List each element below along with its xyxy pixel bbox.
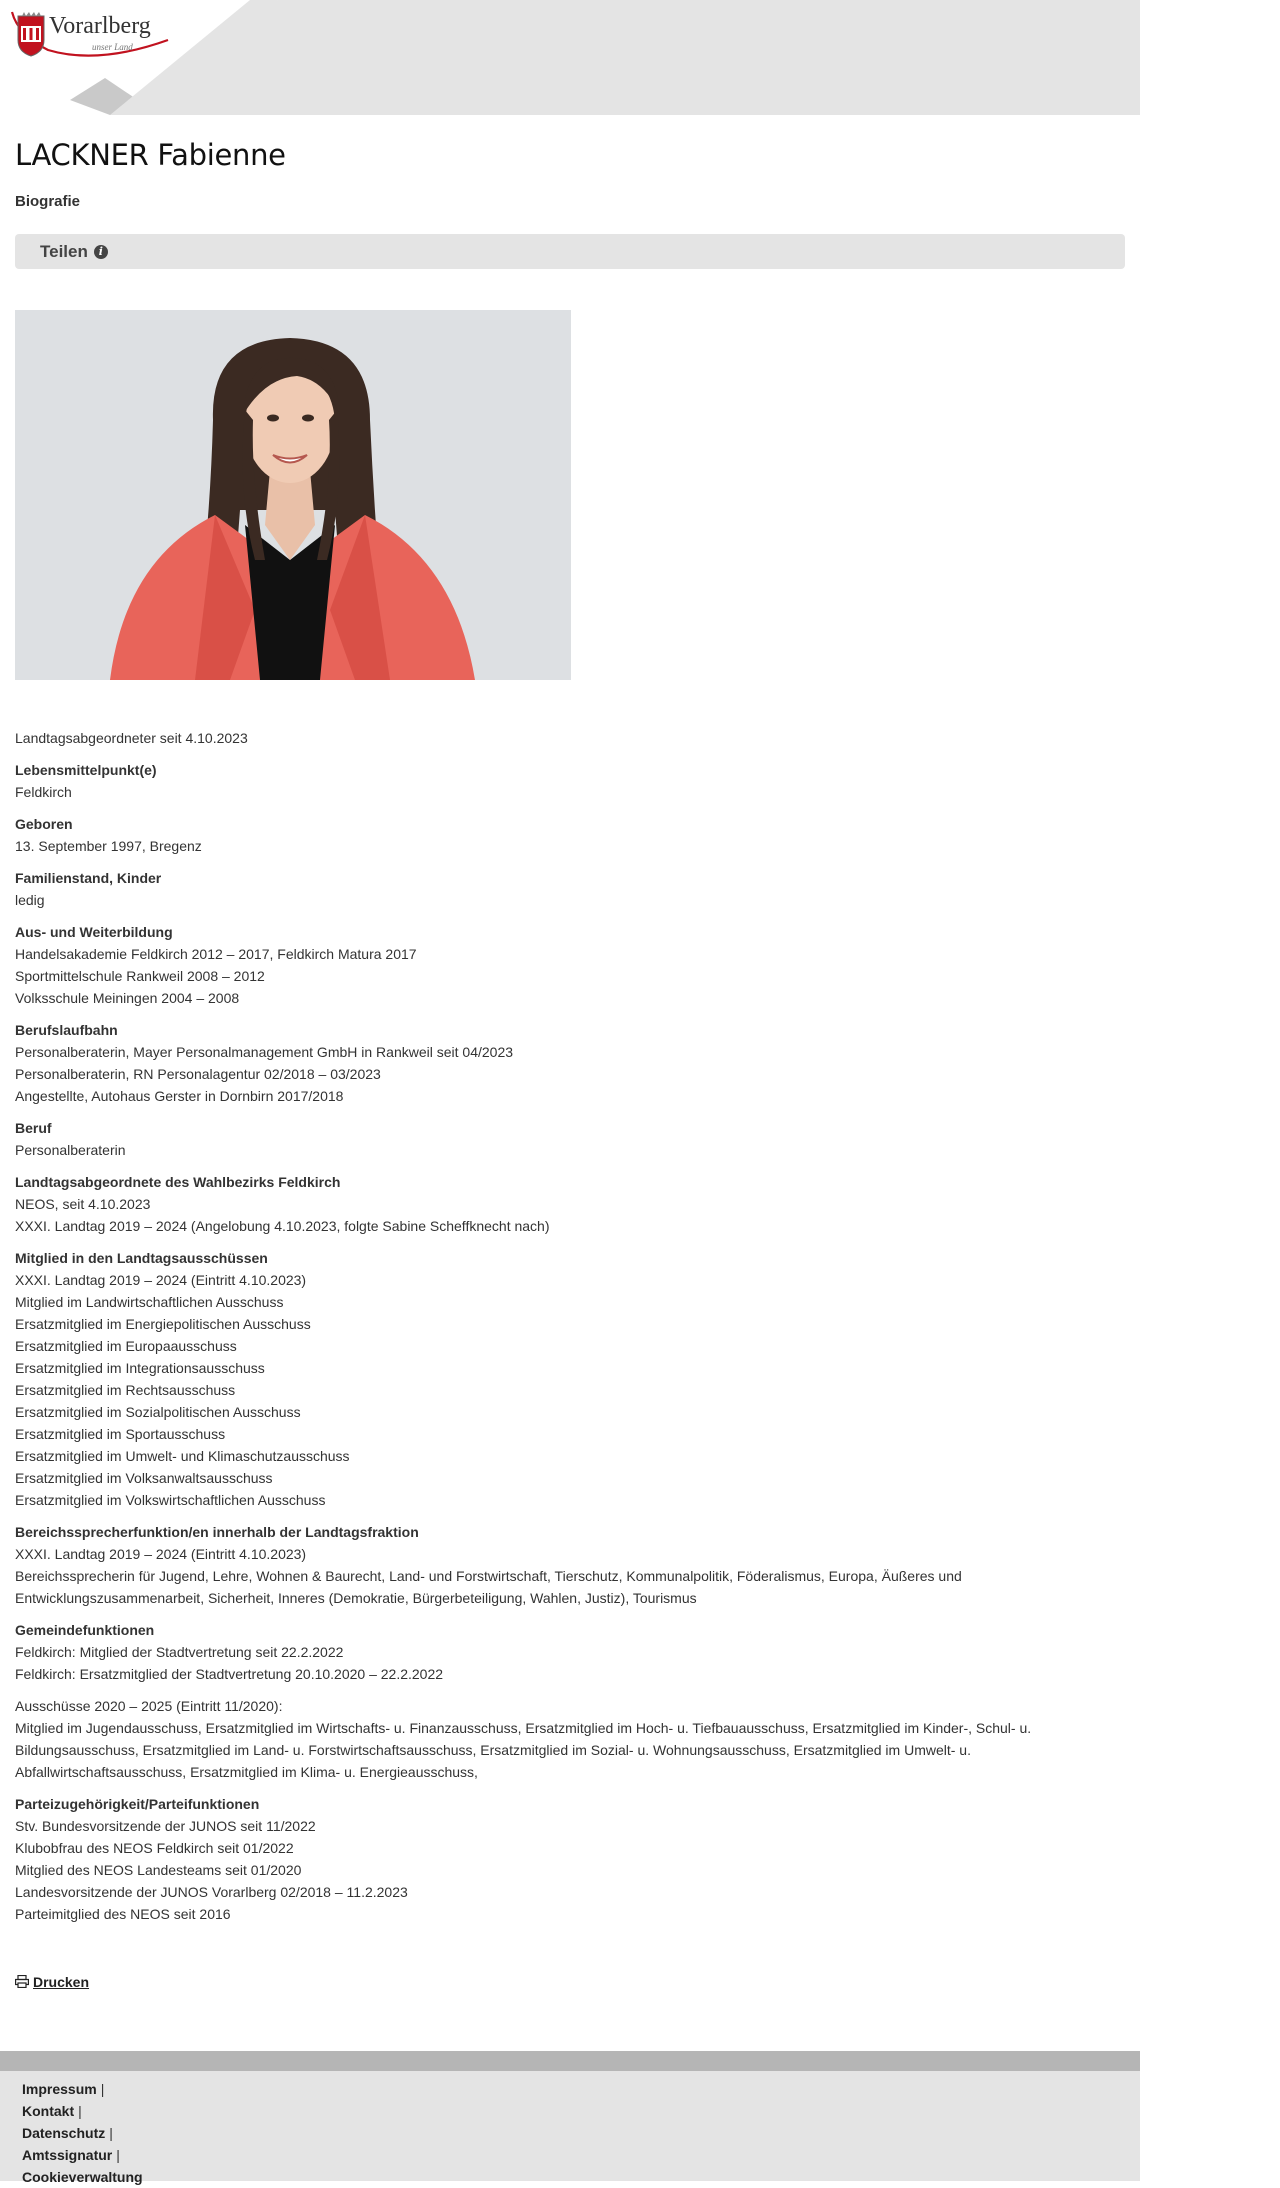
footer-separator: | xyxy=(78,2103,82,2119)
bio-section xyxy=(15,1019,1125,1107)
bio-section-line: Ausschüsse 2020 – 2025 (Eintritt 11/2020): xyxy=(15,1698,283,1714)
bio-intro: Landtagsabgeordneter seit 4.10.2023 xyxy=(15,730,248,746)
bio-section-line: Handelsakademie Feldkirch 2012 – 2017, Feldkirch Matura 2017 xyxy=(15,946,417,962)
bio-section-line: Bereichssprecherin für Jugend, Lehre, Wohnen & Baurecht, Land- und Forstwirtschaft, Tierschutz, Kommunalpolitik, Föderalismus, Europa, Äußeres und Entwicklungszusammenarbeit, Sicherheit, Inneres (Demokratie, Bürgerbeteiligung, Wahlen, Justiz), Tourismus xyxy=(15,1568,962,1606)
bio-section xyxy=(15,759,1125,803)
page-subtitle: Biografie xyxy=(15,193,81,210)
footer-bar xyxy=(0,2051,1140,2071)
bio-section xyxy=(15,1117,1125,1161)
info-circle-icon[interactable]: i xyxy=(94,245,108,259)
bio-section-line: Personalberaterin, Mayer Personalmanagement GmbH in Rankweil seit 04/2023 xyxy=(15,1044,514,1060)
print-label[interactable]: Drucken xyxy=(33,1974,90,1990)
bio-section xyxy=(15,1793,1125,1925)
bio-section-label: Landtagsabgeordnete des Wahlbezirks Feldkirch xyxy=(15,1174,341,1190)
bio-section-line: Parteimitglied des NEOS seit 2016 xyxy=(15,1906,231,1922)
portrait-photo xyxy=(15,310,571,680)
bio-sections xyxy=(15,759,1125,1925)
bio-section-line: Ersatzmitglied im Volkswirtschaftlichen Ausschuss xyxy=(15,1492,326,1508)
bio-section-line: Ersatzmitglied im Energiepolitischen Ausschuss xyxy=(15,1316,311,1332)
bio-section-line: Personalberaterin, RN Personalagentur 02/2018 – 03/2023 xyxy=(15,1066,381,1082)
bio-section xyxy=(15,1171,1125,1237)
bio-section-label: Parteizugehörigkeit/Parteifunktionen xyxy=(15,1796,260,1812)
bio-section-line: Ersatzmitglied im Rechtsausschuss xyxy=(15,1382,236,1398)
print-link[interactable] xyxy=(15,1974,89,1990)
bio-section-label: Bereichssprecherfunktion/en innerhalb der Landtagsfraktion xyxy=(15,1524,419,1540)
bio-section-line: Ersatzmitglied im Europaausschuss xyxy=(15,1338,237,1354)
bio-section-line: Stv. Bundesvorsitzende der JUNOS seit 11/2022 xyxy=(15,1818,316,1834)
share-bar[interactable] xyxy=(15,234,1125,269)
bio-section xyxy=(15,1521,1125,1609)
bio-section-line: Volksschule Meiningen 2004 – 2008 xyxy=(15,990,240,1006)
bio-section xyxy=(15,1619,1125,1685)
footer-link-item xyxy=(22,2144,143,2166)
logo-subtext: unser Land xyxy=(92,42,133,52)
bio-section-line: Feldkirch: Ersatzmitglied der Stadtvertretung 20.10.2020 – 22.2.2022 xyxy=(15,1666,444,1682)
bio-section-label: Gemeindefunktionen xyxy=(15,1622,155,1638)
footer-separator: | xyxy=(109,2125,113,2141)
footer-link[interactable]: Datenschutz xyxy=(22,2125,106,2141)
bio-section-line: Sportmittelschule Rankweil 2008 – 2012 xyxy=(15,968,265,984)
bio-section-line: Ersatzmitglied im Sozialpolitischen Ausschuss xyxy=(15,1404,301,1420)
home-logo-link[interactable] xyxy=(0,0,180,70)
footer-links xyxy=(22,2078,143,2188)
bio-section-line: XXXI. Landtag 2019 – 2024 (Angelobung 4.10.2023, folgte Sabine Scheffknecht nach) xyxy=(15,1218,550,1234)
bio-section xyxy=(15,867,1125,911)
bio-section-line: Angestellte, Autohaus Gerster in Dornbirn 2017/2018 xyxy=(15,1088,344,1104)
bio-section-line: 13. September 1997, Bregenz xyxy=(15,838,202,854)
bio-section-line: Ersatzmitglied im Integrationsausschuss xyxy=(15,1360,265,1376)
print-icon xyxy=(15,1975,29,1988)
share-label[interactable]: Teilen xyxy=(40,241,88,261)
bio-section-label: Beruf xyxy=(15,1120,52,1136)
bio-section-line: Personalberaterin xyxy=(15,1142,126,1158)
bio-section-label: Familienstand, Kinder xyxy=(15,870,162,886)
bio-section-line: Landesvorsitzende der JUNOS Vorarlberg 02/2018 – 11.2.2023 xyxy=(15,1884,408,1900)
bio-section-line: Feldkirch: Mitglied der Stadtvertretung seit 22.2.2022 xyxy=(15,1644,344,1660)
biography xyxy=(15,727,1125,1925)
bio-section-line: Ersatzmitglied im Sportausschuss xyxy=(15,1426,226,1442)
footer-link[interactable]: Impressum xyxy=(22,2081,97,2097)
bio-section-line: Ersatzmitglied im Volksanwaltsausschuss xyxy=(15,1470,273,1486)
site-header xyxy=(0,0,1140,115)
bio-section-line: XXXI. Landtag 2019 – 2024 (Eintritt 4.10.2023) xyxy=(15,1546,307,1562)
bio-section-label: Geboren xyxy=(15,816,73,832)
bio-section-line: Feldkirch xyxy=(15,784,72,800)
portrait-illustration xyxy=(15,310,571,680)
footer-link[interactable]: Amtssignatur xyxy=(22,2147,113,2163)
bio-section xyxy=(15,1695,1125,1783)
footer-separator: | xyxy=(100,2081,105,2097)
bio-section-line: Mitglied im Jugendausschuss, Ersatzmitglied im Wirtschafts- u. Finanzausschuss, Ersatzmitglied im Hoch- u. Tiefbauausschuss, Ersatzmitglied im Kinder-, Schul- u. Bildungsausschuss, Ersatzmitglied im Land- u. Forstwirtschaftsausschuss, Ersatzmitglied im Sozial- u. Wohnungsausschuss, Ersatzmitglied im Umwelt- u. Abfallwirtschaftsausschuss, Ersatzmitglied im Klima- u. Energieausschuss, xyxy=(15,1720,1032,1780)
bio-section-line: Mitglied im Landwirtschaftlichen Ausschuss xyxy=(15,1294,284,1310)
bio-section-line: Klubobfrau des NEOS Feldkirch seit 01/2022 xyxy=(15,1840,294,1856)
footer-link-item xyxy=(22,2166,143,2188)
logo-text: Vorarlberg xyxy=(49,13,151,39)
bio-section-line: ledig xyxy=(15,892,45,908)
bio-section-line: Ersatzmitglied im Umwelt- und Klimaschutzausschuss xyxy=(15,1448,350,1464)
page-title: LACKNER Fabienne xyxy=(15,138,286,172)
footer-link[interactable]: Kontakt xyxy=(22,2103,75,2119)
bio-section-label: Berufslaufbahn xyxy=(15,1022,118,1038)
bio-section-label: Aus- und Weiterbildung xyxy=(15,924,173,940)
footer-link-item xyxy=(22,2122,143,2144)
footer-separator: | xyxy=(116,2147,120,2163)
footer-link[interactable]: Cookieverwaltung xyxy=(22,2169,143,2185)
bio-section-line: XXXI. Landtag 2019 – 2024 (Eintritt 4.10.2023) xyxy=(15,1272,307,1288)
bio-section-label: Lebensmittelpunkt(e) xyxy=(15,762,157,778)
footer-link-item xyxy=(22,2078,143,2100)
bio-section xyxy=(15,813,1125,857)
bio-section-label: Mitglied in den Landtagsausschüssen xyxy=(15,1250,268,1266)
bio-section xyxy=(15,1247,1125,1511)
site-footer xyxy=(0,2071,1140,2185)
bio-section-line: NEOS, seit 4.10.2023 xyxy=(15,1196,151,1212)
footer-link-item xyxy=(22,2100,143,2122)
bio-section-line: Mitglied des NEOS Landesteams seit 01/2020 xyxy=(15,1862,302,1878)
bio-section xyxy=(15,921,1125,1009)
